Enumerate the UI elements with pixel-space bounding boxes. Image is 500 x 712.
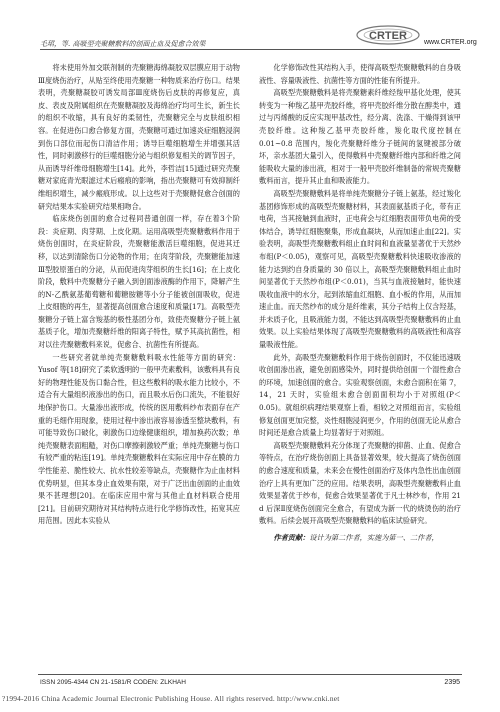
right-column bbox=[259, 62, 461, 545]
contribution-label: 作者贡献： bbox=[273, 532, 310, 542]
crter-logo-icon bbox=[355, 24, 421, 46]
left-column bbox=[38, 62, 240, 528]
contribution-text: 设计为第二作者，实施为第一、二作者， bbox=[309, 532, 439, 542]
running-title: 毛珺，等. 高吸型壳聚糖敷料的创面止血及促愈合效果 bbox=[40, 40, 206, 48]
paragraph: 此外，高吸型壳聚糖敷料作用于烧伤创面时，不仅能迅速吸收创面渗出液，避免创面感染外，同时提供给创面一个湿性愈合的环境，加速创面的愈合。实验观察创面，未愈合面积在第 7，14，21 天时，实验组未愈合创面面积均小于对照组(P＜0.05)。就组织病理结果观察上看，相较之对照组而言，实验组修复创面更加完整，炎性细胞浸润更少，作用的创面无论从愈合时间还是愈合质量上均显著好于对照组。 bbox=[259, 352, 461, 438]
copyright-line: ?1994-2016 China Academic Journal Electronic Publishing House. All rights reserved. http://www.cnki.net bbox=[2, 694, 340, 703]
svg-text:CRTER: CRTER bbox=[369, 30, 407, 42]
journal-citation: ISSN 2095-4344 CN 21-1581/R CODEN: ZLKHAH bbox=[40, 679, 186, 686]
page-header bbox=[0, 0, 500, 50]
paragraph: 一些研究者就单纯壳聚糖敷料吸水性能等方面的研究：Yusof 等[18]研究了柔软透明的一般甲壳素敷料，该敷料具有良好的物理性能及伤口黏合性，但这些敷料的吸水能力比较小，不适合有大量组织液渗出的伤口，而且吸水后伤口流失，不能很好地保护伤口。大量渗出液形成，传统的医用敷料纱布表面存在产重的毛细作用现象，使用过程中渗出液容易渗透至整块敷料，有可能导致伤口破化，刺激伤口边缘健康组织，增加换药次数；单纯壳聚糖表面粗糙，对伤口摩擦刺激较严重；单纯壳聚糖与伤口有较严重的粘连[19]。单纯壳聚糖敷料在实际应用中存在膜的力学性能差、脆性较大、抗水性较差等缺点，壳聚糖作为止血材料优势明显，但其本身止血效果有限，对于广泛出血创面的止血效果不甚理想[20]。在临床应用中常与其他止血材料联合使用[21]。目前研究期待对其结构特点进行化学修饰改性，拓宽其应用范围。因此本实验从 bbox=[38, 352, 240, 526]
paragraph: 化学修饰改性其结构入手，使得高吸型壳聚糖敷料的自身吸液性、容量吸液性、抗菌性等方面的性能有所提升。 bbox=[259, 63, 461, 85]
page-number: 2395 bbox=[444, 679, 460, 686]
footer-rule bbox=[38, 674, 462, 675]
author-contribution bbox=[259, 532, 461, 545]
header-rule bbox=[40, 49, 460, 50]
paragraph: 高吸型壳聚糖敷料是将壳聚糖素纤维经羧甲基化处理，使其转变为一种羧乙基甲壳胶纤维，将甲壳胶纤维分散在醇类中，通过与丙烯酸的反应实现甲基改性，经分离、洗涤、干燥得到该甲壳胶纤维。这种羧乙基甲壳胶纤维，羧化取代度控制在 0.01~0.8 范围内，羧化壳聚糖纤维分子链间的氢键被部分破坏，亲水基团大量引入，使得敷料中壳聚糖纤维内部和纤维之间能吸收大量的渗出液，相对于一般甲壳胶纤维制备的常规壳聚糖敷料而言，提升其止血和吸液能力。 bbox=[259, 88, 461, 186]
paragraph: 临床烧伤创面的愈合过程同普通创面一样，存在着3个阶段：炎症期、肉芽期、上皮化期。运用高吸型壳聚糖敷料作用于烧伤创面时，在炎症阶段，壳聚糖能激活巨噬细胞，促进其迁移，以达到清除伤口分泌物的作用；在肉芽阶段，壳聚糖能加速Ⅲ型胶原蛋白的分泌，从而促进肉芽组织的生长[16]；在上皮化阶段，敷料中壳聚糖分子融入到创面渗液酶的作用下，降解产生的N-乙酰氨基葡萄糖和葡糖胺糖等小分子能被创面吸收，促进上皮细胞的再生，显著提高创面愈合速度和质量[17]。高吸型壳聚糖分子链上富含羧基的极性基团分布，致使壳聚糖分子链上氨基质子化，增加壳聚糖纤维的阳离子特性，赋予其高抗菌性，相对以往壳聚糖敷料来说，促愈合、抗菌性有所提高。 bbox=[38, 214, 240, 350]
paragraph: 高吸型壳聚糖敷料充分体现了壳聚糖的抑菌、止血、促愈合等特点，在治疗烧伤创面上具备显著效果，较大提高了烧伤创面的愈合速度和质量，未来会在慢性创面治疗及体内急性出血创面治疗上具有更加广泛的应用。结果表明，高吸型壳聚糖敷料止血效果显著优于纱布，促愈合效果显著优于凡士林纱布，作用 21 d 后深Ⅱ度烧伤创面完全愈合，有望成为新一代的烧烫伤的治疗敷料。后续会展开高吸型壳聚糖敷料的临床试验研究。 bbox=[259, 440, 461, 526]
paragraph: 将未使用外加交联剂制的壳聚糖海绵凝胶双层膜应用于动物Ⅲ度烧伤治疗，从贴至终使用壳聚糖一种物质来治疗伤口。结果表明，壳聚糖凝胶可诱发局部Ⅲ度烧伤后皮肤的再修复应，真皮、表皮及附属组织在壳聚糖凝胶及海绵治疗均可生长，新生长的组织不收缩，具有良好的柔韧性，壳聚糖完全与皮肤组织相容。在促进伤口愈合修复方面，壳聚糖可通过加速炎症细胞浸润到伤口部位而起伤口清洁作用；诱导巨噬细胞增生并增强其活性，同时刺激移行的巨噬细胞分泌与组织修复相关的调节因子，从而诱导纤维母细胞增生[14]。此外，李哲洁[15]通过研究壳聚糖对家庭青光眼滤过术后瘢痕的影响，指出壳聚糖可有效抑制纤维组织增生，减少瘢痕形成。以上这些对于壳聚糖促愈合创面的研究结果本实验研究结果相吻合。 bbox=[38, 63, 241, 211]
site-url[interactable]: www.CRTER.org bbox=[424, 39, 477, 46]
paragraph: 高吸型壳聚糖敷料是将单纯壳聚糖分子链上氨基，经过羧化基团修饰形成的高吸型壳聚糖材料，其表面氨基质子化，带有正电荷，当其接触到血液时，正电荷会与红细胞表面带负电荷的受体结合，诱导红细胞聚集，形成血凝块，从而加速止血[22]。实验表明，高吸型壳聚糖敷料组止血时间和血液量显著优于天然纱布组(P＜0.05)，观察可见，高吸型壳聚糖敷料快速吸收渗液的能力达到约自身质量的 30 倍以上，高吸型壳聚糖敷料组止血时间显著优于天然纱布组(P＜0.01)，当其与血液接触时，能快速吸收血液中的水分，起到浓缩血红细胞、血小板的作用，从而加速止血。而天然纱布的成分是纤维素，其分子结构上仅含羟基，并未质子化，且吸液能力弱，不能达到高吸型壳聚糖敷料的止血效果。以上实验结果体现了高吸型壳聚糖敷料的高吸液性和高容量吸液性能。 bbox=[259, 188, 461, 350]
